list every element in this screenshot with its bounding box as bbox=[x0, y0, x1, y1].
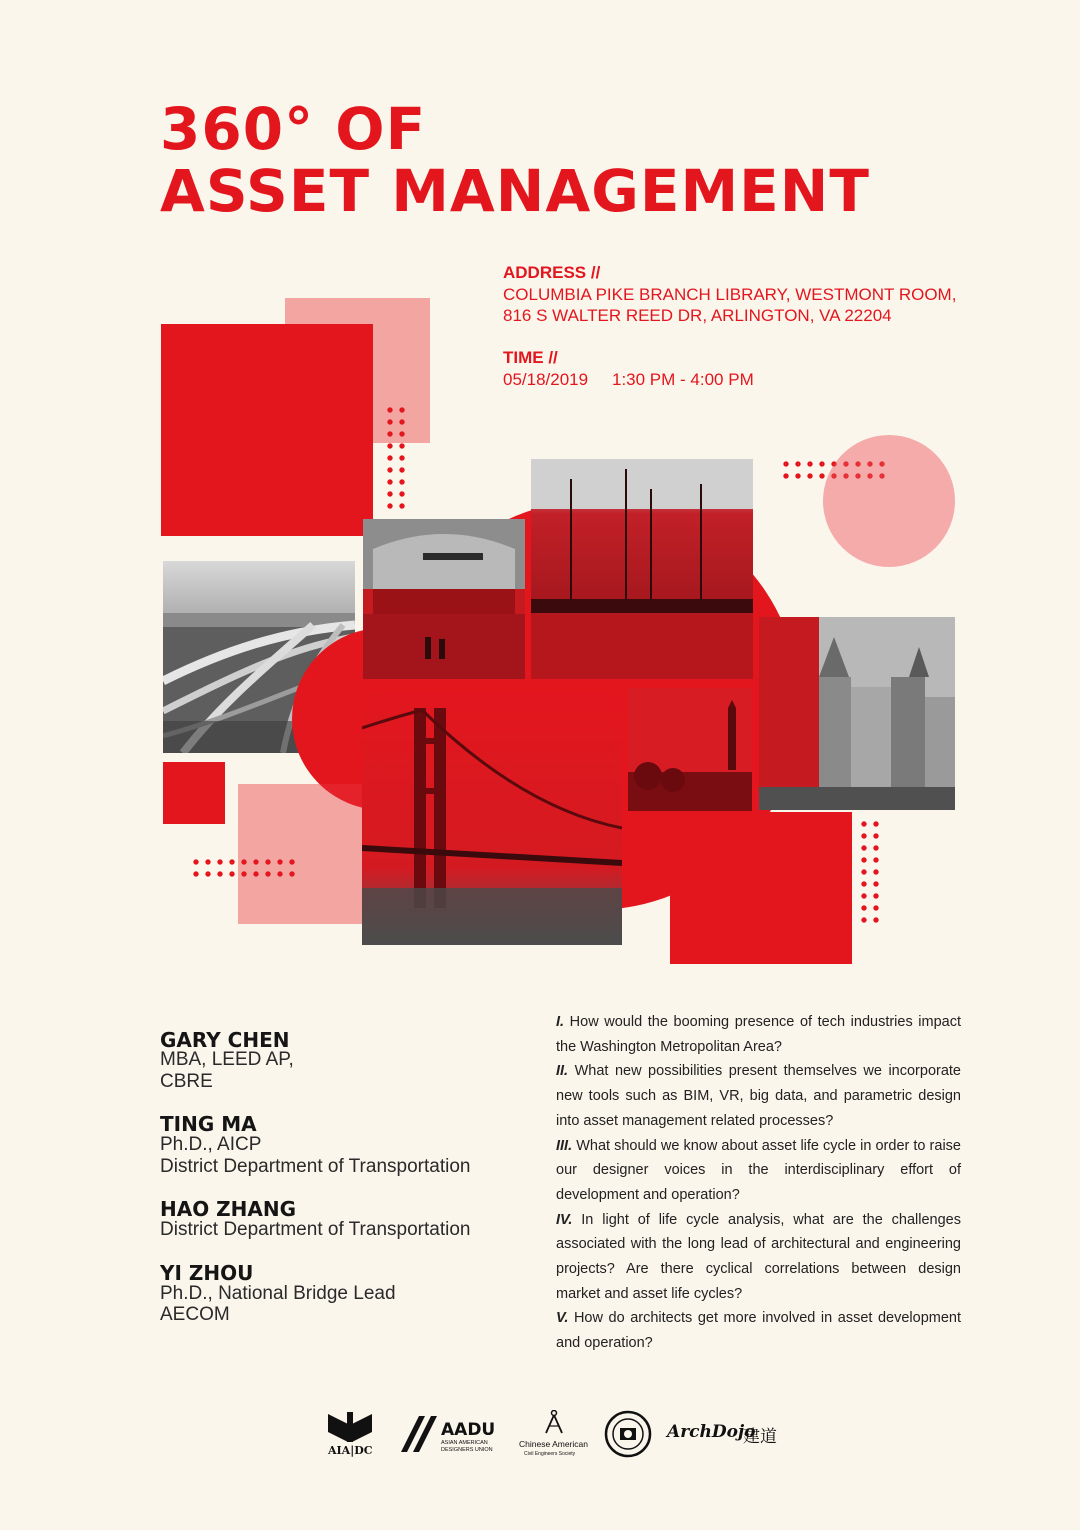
museum-photo bbox=[363, 519, 525, 679]
aadu-subtitle-2: DESIGNERS UNION bbox=[441, 1447, 493, 1453]
address-line-1: COLUMBIA PIKE BRANCH LIBRARY, WESTMONT ROOM, bbox=[503, 285, 957, 304]
poster-title-line-2: ASSET MANAGEMENT bbox=[160, 157, 870, 225]
question-number: IV. bbox=[556, 1211, 573, 1228]
question-text: How would the booming presence of tech industries impact the Washington Metropolitan Area? bbox=[556, 1014, 962, 1055]
townhouses-photo bbox=[759, 617, 955, 810]
dot-grid-bottom-right bbox=[858, 818, 882, 926]
dot-grid-bottom-left bbox=[190, 856, 298, 880]
question-item bbox=[556, 1010, 961, 1059]
university-seal-logo bbox=[604, 1410, 652, 1460]
event-date: 05/18/2019 bbox=[503, 370, 589, 389]
cace-text: Chinese American bbox=[519, 1439, 588, 1449]
question-number: II. bbox=[556, 1063, 569, 1080]
discussion-questions bbox=[556, 1010, 961, 1356]
archdojo-chinese-text: 建道 bbox=[743, 1427, 777, 1447]
question-item bbox=[556, 1059, 961, 1133]
soft-red-square-bottom bbox=[238, 784, 368, 924]
dot-grid-top bbox=[384, 404, 408, 512]
speaker-affiliation: District Department of Transportation bbox=[160, 1156, 471, 1177]
question-item bbox=[556, 1306, 961, 1355]
question-number: I. bbox=[556, 1014, 565, 1030]
speaker-name: TING MA bbox=[160, 1112, 257, 1136]
aadu-subtitle-1: ASIAN AMERICAN bbox=[441, 1440, 488, 1446]
aia-dc-text: AIA|DC bbox=[328, 1444, 373, 1457]
aadu-logo bbox=[399, 1410, 495, 1460]
aadu-mark-icon bbox=[399, 1414, 439, 1454]
event-time: 1:30 PM - 4:00 PM bbox=[612, 370, 754, 389]
speaker-name: HAO ZHANG bbox=[160, 1197, 297, 1221]
harbor-photo bbox=[531, 459, 753, 679]
question-text: What should we know about asset life cycle in order to raise our designer voices in the interdisciplinary effort of development and operation? bbox=[556, 1137, 961, 1203]
address-line-2: 816 S WALTER REED DR, ARLINGTON, VA 22204 bbox=[503, 306, 892, 325]
question-item bbox=[556, 1208, 961, 1307]
question-number: V. bbox=[556, 1310, 569, 1327]
soft-red-circle bbox=[823, 435, 955, 567]
speaker-name: GARY CHEN bbox=[160, 1028, 290, 1052]
seal-icon bbox=[604, 1410, 652, 1458]
red-square-bottom-right bbox=[670, 812, 852, 964]
aia-eagle-icon bbox=[326, 1410, 374, 1444]
bridge-photo bbox=[362, 688, 622, 945]
address-label: ADDRESS // bbox=[503, 263, 601, 282]
poster-title-line-1: 360° OF bbox=[160, 95, 427, 163]
question-text: In light of life cycle analysis, what are the challenges associated with the long lead of architectural and engineering projects? Are there cyclical correlations between design market and asset life cycles? bbox=[556, 1211, 961, 1302]
question-text: What new possibilities present themselves we incorporate new tools such as BIM, VR, big data, and parametric design into asset management related processes? bbox=[556, 1063, 961, 1129]
speaker-credential: Ph.D., National Bridge Lead bbox=[160, 1283, 396, 1304]
archdojo-text: ArchDojo bbox=[667, 1422, 756, 1442]
monument-photo bbox=[628, 688, 752, 811]
red-square-large bbox=[161, 324, 373, 536]
speaker-affiliation: CBRE bbox=[160, 1071, 213, 1092]
speaker-credential: MBA, LEED AP, bbox=[160, 1049, 294, 1070]
aadu-text: AADU bbox=[441, 1420, 496, 1440]
speaker-affiliation: AECOM bbox=[160, 1304, 230, 1325]
speaker-credential: Ph.D., AICP bbox=[160, 1134, 262, 1155]
aia-dc-logo bbox=[326, 1410, 374, 1460]
cace-logo bbox=[518, 1410, 590, 1460]
speaker-affiliation: District Department of Transportation bbox=[160, 1219, 471, 1240]
cace-subtitle: Civil Engineers Society bbox=[524, 1451, 576, 1457]
question-number: III. bbox=[556, 1137, 573, 1154]
red-square-small bbox=[163, 762, 225, 824]
compass-icon bbox=[544, 1410, 564, 1434]
question-text: How do architects get more involved in asset development and operation? bbox=[556, 1310, 962, 1352]
time-label: TIME // bbox=[503, 348, 558, 367]
speaker-name: YI ZHOU bbox=[160, 1261, 254, 1285]
question-item bbox=[556, 1134, 961, 1208]
archdojo-logo bbox=[667, 1410, 779, 1460]
